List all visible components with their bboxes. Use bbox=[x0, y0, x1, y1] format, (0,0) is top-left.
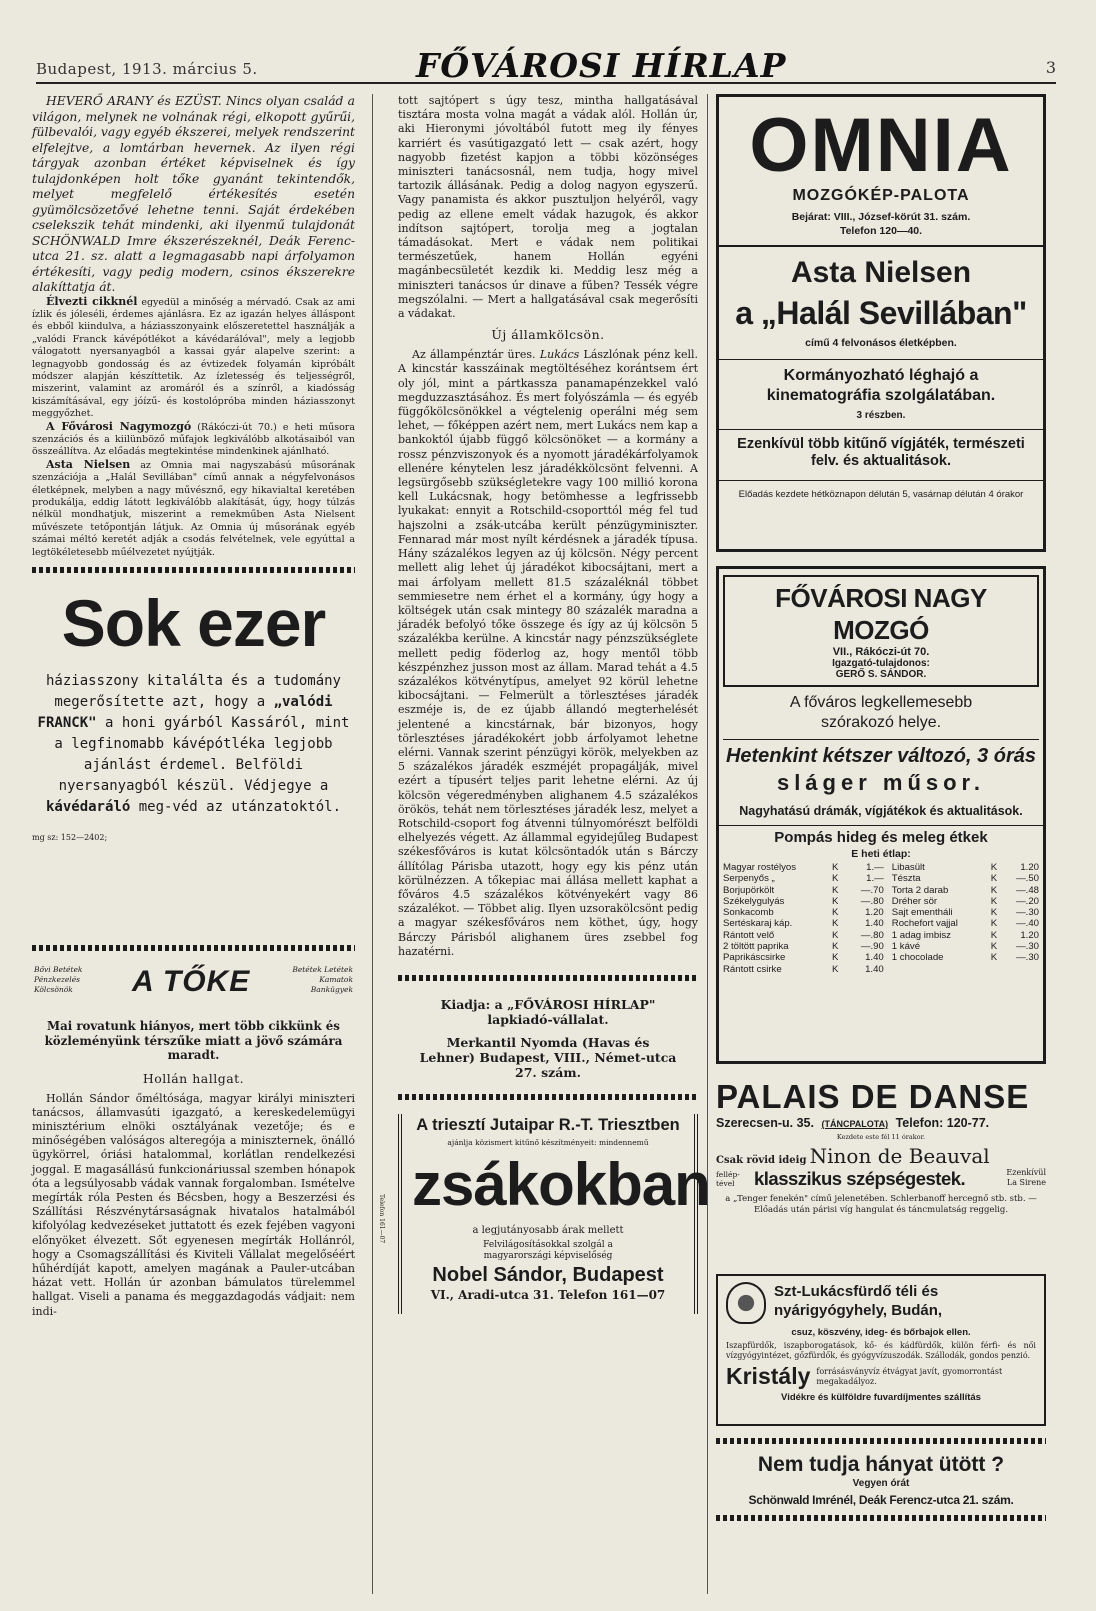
menu-price: 1.40 bbox=[865, 963, 884, 975]
fnm-drama: Nagyhatású drámák, vígjátékok és aktualitások. bbox=[739, 804, 1023, 818]
fnm-address: VII., Rákóczi-út 70. bbox=[832, 646, 930, 658]
toke-bank-ad bbox=[32, 959, 355, 1009]
franck-trademark: kávédaráló bbox=[45, 799, 131, 816]
menu-price bbox=[1006, 964, 1039, 975]
menu-dish-name: Paprikáscsirke bbox=[723, 952, 786, 964]
menu-dish-name: Serpenyős „ bbox=[723, 873, 775, 885]
menu-price: —.48 bbox=[1016, 884, 1039, 896]
fnm-slager: sláger műsor. bbox=[776, 770, 986, 795]
palais-more: a „Tenger fenekén" című jelenetében. Schlerbanoff hercegnő stb. stb. — Előadás után párisi víg hangulat és táncmulatság reggelig. bbox=[725, 1194, 1037, 1215]
menu-dish-name: Sajt ementháli bbox=[891, 907, 953, 919]
palais-side: Ezenkívül La Sirene bbox=[1006, 1168, 1046, 1187]
menu-row bbox=[723, 896, 1039, 907]
omnia-phone: Telefon 120—40. bbox=[839, 225, 923, 237]
menu-price: —.30 bbox=[1016, 907, 1039, 919]
nagy-mozgo-ad bbox=[716, 566, 1046, 1064]
menu-dish-name: Rántott csirke bbox=[723, 963, 782, 975]
menu-price: 1.20 bbox=[1020, 929, 1039, 941]
sack-subtitle: ajánlja közismert kitűnő készítményeit: mindennemű bbox=[447, 1137, 649, 1147]
palais-start: Kezdete este fél 11 órakor. bbox=[836, 1133, 926, 1141]
menu-dish-name bbox=[892, 964, 988, 975]
menu-price: 1.40 bbox=[865, 952, 884, 964]
menu-price: —.90 bbox=[860, 941, 884, 953]
menu-dish-name: 1 kávé bbox=[891, 941, 921, 953]
page-number: 3 bbox=[1045, 58, 1056, 77]
lukacs-subtitle: csuz, köszvény, ideg- és bőrbajok ellen. bbox=[791, 1327, 971, 1338]
nielsen-desc: című 4 felvonásos életképben. bbox=[805, 337, 957, 349]
column-divider-1 bbox=[372, 94, 373, 1594]
palais-phone: Telefon: 120-77. bbox=[895, 1116, 990, 1130]
watch-buy: Vegyen órát bbox=[852, 1478, 910, 1489]
printer-line: Merkantil Nyomda (Havas és Lehner) Budapest, VIII., Német-utca 27. szám. bbox=[419, 1034, 677, 1080]
menu-row bbox=[723, 862, 1039, 873]
menu-currency: K bbox=[990, 952, 998, 964]
menu-dish-name: 2 töltött paprika bbox=[723, 941, 789, 953]
omnia-address: Bejárat: VIII., József-körút 31. szám. bbox=[791, 211, 971, 223]
menu-dish-name: Székelygulyás bbox=[723, 895, 785, 907]
palais-de-danse-ad bbox=[716, 1078, 1046, 1262]
menu-price: —.30 bbox=[1016, 952, 1039, 964]
menu-price: 1.20 bbox=[865, 907, 884, 919]
fnm-tagline: A főváros legkellemesebb szórakozó helye. bbox=[789, 694, 973, 731]
menu-currency: K bbox=[831, 929, 839, 941]
toke-left-text: Bővi Betétek Pénzkezelés Kölcsönök bbox=[34, 965, 83, 995]
menu-currency: K bbox=[831, 884, 839, 896]
dotted-separator bbox=[716, 1515, 1046, 1521]
menu-currency: K bbox=[990, 862, 998, 873]
watch-ad bbox=[716, 1452, 1046, 1507]
masthead-logo: FŐVÁROSI HÍRLAP bbox=[416, 46, 787, 85]
franck-notice-text: egyedül a minőség a mérvadó. Csak az ami ízlik és jóleséli, érdemes ajánlásra. Ez az igazán helyes álláspont és ebből kiindulva, a háziasszonyaink előszeretettel használják a „valódi Franck kávépótlékot a kávédarálóval", mely a legjobb válogatott nyersanyagból a kassai gyár alapelve szerint: a legnagyobb gondosság és az évtizedek folyamán kipróbált módszer alapján készíttetik. Az ízletesség és teljességről, miszerint, valamint az aromáról és a színről, a kiadósság kiszámításával, egy jóízű- és kostolópróba minden háziasszonyt meggyőzhet. bbox=[32, 296, 355, 420]
sack-info: Felvilágosításokkal szolgál a magyarországi képviselőség bbox=[483, 1239, 613, 1261]
sack-side-text: Telefon 161—07 bbox=[378, 1193, 385, 1244]
franck-notice-lead: Élvezti cikknél bbox=[46, 294, 138, 308]
nagymozgo-notice bbox=[32, 421, 355, 459]
menu-currency: K bbox=[831, 952, 839, 964]
airship-parts: 3 részben. bbox=[856, 410, 906, 421]
loan-title: Új államkölcsön. bbox=[491, 327, 605, 343]
loan-text-b: Lászlónak pénz kell. A kincstár kasszáinak megtöltéséhez korántsem ért oly jól, mint a pártkassza panamapénzekkel való megduzzasztásához. És mert folyószámla — és egyéb függőkölcsönökkel a végtelenig operálni még sem lehet, — főképpen azért nem, mert Lukács nem kap a bankoktól újabb függő kölcsönöket — a kormány a rossz pénzviszonyok és a nyomott járadékárfolyamok ellenére kénytelen lesz járadékkölcsönt felvenni. A legsürgősebb szükségletekre vagy 100 millió korona kell Lukácsnak, hogy betömhesse a legfrissebb lyukakat: ennyit a Rotschild-csoporttól még fel tud hajszolni a zsák-utcába került pénzügyminiszter. Fennarad már most nyílt kérdésnek a járadék típusa. Hány százalékos legyen az új kölcsön. Négy percent mellett alig lehet új járadékot kibocsájtani, mert a mai árfolyam mellett 81.5 százaléknál többet semmiesetre nem érhet el a kormány, úgy hogy a költségek után csak mintegy 80 százalék maradna a járadék befolyó tőke összege és így az új kölcsön 5 százalékba kerülne. A kincstár nagy pénzszükséglete mellett pedig föderlog az, hogy mentől több készpénzhez jusson most az állam. Marad tehát a 4.5 százalékos kötvénytípus, amelyet 92 körül lehetne kibocsájtani. — Felmerült a törlesztéses járadék eszméje is, de ez újabb állandó megterhelését jelentené a kincstárnak, bár bizonyos, hogy törlesztéses járadékokért jobb árfolyamot lehetne elérni. Vannak szerint pénzügyi körök, melyekben az 5 százalékos járadék eszméjét propagálják, mivel ezért a típusért teljes parit lehetne elérni. Az új kölcsön végeredményben alighanem 4.5 százalékos örökös, tehát nem törlesztéses járadék lesz, melyet a Rotschild-csoport fog átvenni túlnyomórészt belföldi elhelyezés végett. Az állammal egyidejűleg Budapest székesfőváros is kutat kölcsöntadók után s Bárczy állítólag Párisba utazott, hogy egy kis pénz után körülnézzen. A tőkepiac mai állása mellett kaphat a főváros 4.5 százalékos kötvényekért vagy 86 százalékot. — Többet alig. Ilyen uzsorakölcsönt pedig a magyar székesfőváros nem köthet, úgy, hogy Bárczy Párisból alighanem üres zsebbel fog hazatérni. bbox=[398, 348, 698, 958]
menu-row bbox=[723, 941, 1039, 952]
toke-logo: A TŐKE bbox=[132, 965, 251, 999]
sack-company: A triesztí Jutaipar R.-T. Triesztben bbox=[416, 1115, 680, 1134]
menu-dish-name: Sertéskaraj káp. bbox=[723, 918, 793, 930]
nagymozgo-notice-lead: A Fővárosi Nagymozgó bbox=[46, 419, 192, 433]
lukacs-bath-ad bbox=[716, 1274, 1046, 1426]
menu-currency: K bbox=[831, 963, 839, 975]
franck-ad-text-a: háziasszony kitalálta és a tudomány megerősítette azt, hogy a bbox=[45, 673, 341, 711]
menu-dish-name: Rántott velő bbox=[723, 929, 775, 941]
menu-currency: K bbox=[831, 862, 839, 873]
crest-icon bbox=[726, 1282, 766, 1324]
jute-sack-ad bbox=[378, 1114, 710, 1314]
palais-classic: klasszikus szépségestek. bbox=[754, 1168, 966, 1189]
kristaly-text: forrásásványvíz étvágyat javít, gyomorrontást megakadályoz. bbox=[816, 1367, 1003, 1386]
menu-table bbox=[723, 862, 1039, 975]
menu-currency: K bbox=[831, 895, 839, 907]
nielsen-notice bbox=[32, 459, 355, 559]
column-right bbox=[716, 94, 1046, 1529]
franck-advertisement bbox=[32, 581, 355, 937]
menu-currency: K bbox=[831, 873, 839, 885]
franck-brand: „valódi FRANCK" bbox=[37, 694, 333, 732]
lukacs-shipping: Vidékre és külföldre fuvardíjmentes szállítás bbox=[781, 1392, 981, 1403]
menu-dish-name: 1 adag imbisz bbox=[891, 929, 951, 941]
sack-name: Nobel Sándor, Budapest bbox=[432, 1263, 664, 1286]
kristaly-brand: Kristály bbox=[726, 1363, 811, 1389]
omnia-subtitle: MOZGÓKÉP-PALOTA bbox=[792, 187, 970, 204]
food-subtitle: E heti étlap: bbox=[851, 848, 911, 860]
sack-price: a legjutányosabb árak mellett bbox=[472, 1224, 624, 1236]
sok-ezer-heading: Sok ezer bbox=[61, 586, 326, 661]
menu-currency: K bbox=[831, 941, 839, 953]
fnm-owner-name: GERŐ S. SÁNDOR. bbox=[835, 669, 927, 680]
franck-ad-text bbox=[32, 671, 355, 818]
franck-notice bbox=[32, 296, 355, 421]
fnm-owner: Igazgató-tulajdonos: bbox=[832, 658, 930, 669]
jewel-ad-text: HEVERŐ ARANY és EZÜST. Nincs olyan család a világon, melynek ne volnának régi, elkopott gyűrűi, fülbevalói, vagy egyéb ékszerei, melyek rendszerint elfelejtve, a lomtárban hevernek. Az ilyen régi tárgyak azonban értéket képviselnek és így tulajdonképen holt tőke gyanánt tekintendők, melyet megfelelő értékesítés esetén gyümölcsözetővé lehetne tenni. Saját érdekében cselekszik tehát mindenki, aki ilyenmű tulajdonát SCHÖNWALD Imre ékszerészeknél, Deák Ferenc-utca 21. sz. alatt a legmagasabb napi árfolyamon értékesíti, vagy pedig modern, csinos ékszerekre alakíttatja át. bbox=[32, 94, 355, 294]
menu-price: —.70 bbox=[860, 884, 884, 896]
menu-row bbox=[723, 952, 1039, 963]
loan-text-a: Az állampénztár üres. bbox=[412, 348, 536, 362]
menu-currency: K bbox=[990, 941, 998, 953]
food-title: Pompás hideg és meleg étkek bbox=[774, 829, 988, 846]
omnia-title: OMNIA bbox=[749, 103, 1013, 188]
column-left bbox=[32, 94, 355, 1319]
fnm-weekly: Hetenkint kétszer változó, 3 órás bbox=[723, 739, 1039, 769]
menu-row bbox=[723, 918, 1039, 929]
menu-dish-name: Libasült bbox=[891, 862, 925, 873]
nielsen-notice-lead: Asta Nielsen bbox=[46, 457, 131, 471]
hollan-text: Hollán Sándor őméltósága, magyar királyi miniszteri tanácsos, államvasúti igazgató, a kereskedelemügyi minisztérium elnöki osztályának vezetője; és e minőségében valóságos alteregója a miniszternek, önálló ügykörrel, óriási hatalommal, korlátlan rendelkezési joggal. E magasállású funkcionáriussal szemben hónapok óta a legsúlyosabb vádak vannak forgalomban. Ismételve megírták róla Pesten és Bécsben, hogy a Beszerzési és Szállítási Részvénytársaságnak hivatalos hatalmából kifolyólag kedvezéseket juttatott és ezek fejében vagyoni előnyöket élvezett. Sőt egyenesen megírták Hollánról, hogy a Csomagszállítási és Kiviteli Vállalat megelőséért hűhérdíját kapott, amelyen magának a Pauler-utcában házat vett. Hollán úr azonban bámulatos türelemmel hallgat. Viseli a panama és meggazdagodás vádjait: nem indi- bbox=[32, 1091, 355, 1318]
fnm-header bbox=[723, 575, 1039, 687]
palais-only: Csak rövid ideig bbox=[716, 1155, 807, 1166]
header-rule bbox=[36, 82, 1056, 84]
page-header bbox=[36, 46, 1056, 85]
publisher-line: Kiadja: a „FŐVÁROSI HÍRLAP" lapkiadó-vállalat. bbox=[440, 996, 656, 1027]
menu-currency: K bbox=[990, 895, 998, 907]
hollan-continued-text: tott sajtópert s úgy tesz, mintha hallgatásával tisztára mosta volna magát a vádak alól. Hollán úr, aki Hieronymi jóvoltából futott meg ily fényes karriért és vasútigazgató lett — csak azért, hogy nagyobb fizetést kapjon a többi közönséges miniszteri tanácsosnál, nem tudja, hogy mivel tartozik állásának. Pedig a dolog nagyon egyszerű. Vagy panamista és akkor pusztuljon helyéről, vagy pedig az ellene emelt vádak hazugok, és akkor indítson sajtópert, torolja meg a jogtalan támadásokat. Mert e vádak nem politikai természetűek, hanem Hollán egyéni magánbecsületét kezdik ki. Meddig lesz még a miniszteri tanácsos úr dinave a fűben? Tessék végre megszólalni. — Mert a hallgatásával csak megerősíti a vádakat. bbox=[398, 94, 698, 321]
menu-dish-name: Tészta bbox=[891, 873, 921, 885]
menu-price: —.80 bbox=[860, 895, 884, 907]
omnia-showtimes: Előadás kezdete hétköznapon délután 5, vasárnap délután 4 órakor bbox=[738, 489, 1024, 500]
menu-currency bbox=[988, 964, 1006, 975]
dotted-separator bbox=[32, 567, 355, 573]
hollan-title: Hollán hallgat. bbox=[142, 1070, 245, 1086]
menu-price: 1.20 bbox=[1020, 862, 1039, 873]
menu-currency: K bbox=[990, 873, 998, 885]
watch-question: Nem tudja hányat ütött ? bbox=[757, 1453, 1005, 1476]
sack-address: VI., Aradi-utca 31. Telefon 161—07 bbox=[430, 1287, 666, 1302]
menu-row bbox=[723, 907, 1039, 918]
menu-price: —.80 bbox=[860, 929, 884, 941]
lukacs-text: Iszapfürdők, iszapborogatások, kő- és kádfürdők, külön férfi- és női vízgyógyintézet, gőzfürdők, és gyógyvízuszodák. Szállodák, gondos penzió. bbox=[726, 1341, 1036, 1360]
loan-lukacs: Lukács bbox=[539, 348, 580, 362]
dotted-separator bbox=[398, 1094, 698, 1100]
menu-currency: K bbox=[990, 884, 998, 896]
menu-row bbox=[723, 964, 1039, 975]
franck-ad-text-b: a honi gyárból Kassáról, mint a legfinomabb kávépótléka legjobb ajánlást érdemel. Belföldi nyersanyagból készül. Védjegye a bbox=[54, 715, 350, 795]
menu-price: 1.— bbox=[866, 873, 884, 885]
palais-fellep: fellép-tével bbox=[716, 1170, 740, 1188]
space-notice: Mai rovatunk hiányos, mert több cikkünk és közleményünk térszűke miatt a jövő számára maradt. bbox=[44, 1019, 343, 1063]
menu-row bbox=[723, 885, 1039, 896]
menu-currency: K bbox=[990, 907, 998, 919]
airship-title: Kormányozható léghajó a kinematográfia szolgálatában. bbox=[766, 367, 996, 404]
lukacs-title: Szt-Lukácsfürdő téli és nyárigyógyhely, Budán, bbox=[774, 1283, 943, 1319]
extras-line: Ezenkívül több kitűnő vígjáték, természeti felv. és aktualitások. bbox=[737, 436, 1025, 469]
dotted-separator bbox=[716, 1438, 1046, 1444]
menu-price: 1.40 bbox=[865, 918, 884, 930]
menu-currency: K bbox=[831, 918, 839, 930]
menu-dish-name: Rochefort vajjal bbox=[891, 918, 958, 930]
franck-ad-text-c: meg-véd az utánzatoktól. bbox=[138, 799, 342, 816]
palais-address: Szerecsen-u. 35. bbox=[716, 1116, 814, 1130]
fnm-title: FŐVÁROSI NAGY MOZGÓ bbox=[775, 583, 987, 645]
dotted-separator bbox=[398, 975, 698, 981]
nielsen-notice-text: az Omnia mai nagyszabású műsorának szenzációja a „Halál Sevillában" című annak a négyfelvonásos életképnek, melyben a nagy művésznő, egy hikavialtal keretében produkálja, eddig látott legkiválóbb alakítását, úgy, hogy túlzás nélkül mondhatjuk, miszerint a remekműben Asta Nielsent művészete tetőpontján látjuk. Az Omnia új műsorának egyéb számai méltó keretét adják a csodás felvételnek, vele egyúttal a legtökéletesebb műélvezetet nyújtják. bbox=[32, 459, 355, 558]
issue-date: Budapest, 1913. március 5. bbox=[36, 60, 258, 78]
nielsen-film: a „Halál Sevillában" bbox=[735, 295, 1027, 331]
menu-dish-name: Borjupörkölt bbox=[723, 884, 775, 896]
ad-fine-print: mg sz: 152—2402; bbox=[32, 833, 108, 843]
toke-right-text: Betétek Letétek Kamatok Bankügyek bbox=[292, 965, 353, 995]
menu-row bbox=[723, 930, 1039, 941]
menu-currency: K bbox=[990, 929, 998, 941]
menu-price: —.30 bbox=[1016, 941, 1039, 953]
menu-price: —.20 bbox=[1016, 895, 1039, 907]
palais-tag: (TÁNCPALOTA) bbox=[821, 1119, 889, 1129]
menu-currency: K bbox=[990, 918, 998, 930]
menu-dish-name: Sonkacomb bbox=[723, 907, 774, 919]
menu-dish-name: 1 chocolade bbox=[891, 952, 944, 964]
menu-price: —.40 bbox=[1016, 918, 1039, 930]
column-middle bbox=[378, 94, 710, 1314]
menu-row bbox=[723, 873, 1039, 884]
column-divider-2 bbox=[707, 94, 708, 1594]
palais-title: PALAIS DE DANSE bbox=[716, 1078, 1030, 1115]
watch-address: Schönwald Imrénél, Deák Ferencz-utca 21. szám. bbox=[748, 1493, 1014, 1507]
sack-big-word: zsákokban bbox=[412, 1150, 710, 1218]
nielsen-name: Asta Nielsen bbox=[790, 256, 972, 289]
menu-price: 1.— bbox=[866, 862, 884, 873]
menu-currency: K bbox=[831, 907, 839, 919]
palais-star: Ninon de Beauval bbox=[809, 1144, 990, 1168]
dotted-separator bbox=[32, 945, 355, 951]
omnia-ad bbox=[716, 94, 1046, 552]
menu-price: —.50 bbox=[1016, 873, 1039, 885]
loan-text bbox=[398, 348, 698, 959]
menu-dish-name: Dréher sör bbox=[891, 895, 938, 907]
menu-dish-name: Magyar rostélyos bbox=[723, 862, 797, 873]
menu-dish-name: Torta 2 darab bbox=[891, 884, 949, 896]
nagymozgo-notice-text: (Rákóczi-út 70.) e heti műsora szenzációs és a kiilünböző műfajok legkiválóbb alkotásaiból van összeállítva. Az előadás megtekintése mindenkinek ajánlható. bbox=[32, 421, 356, 458]
